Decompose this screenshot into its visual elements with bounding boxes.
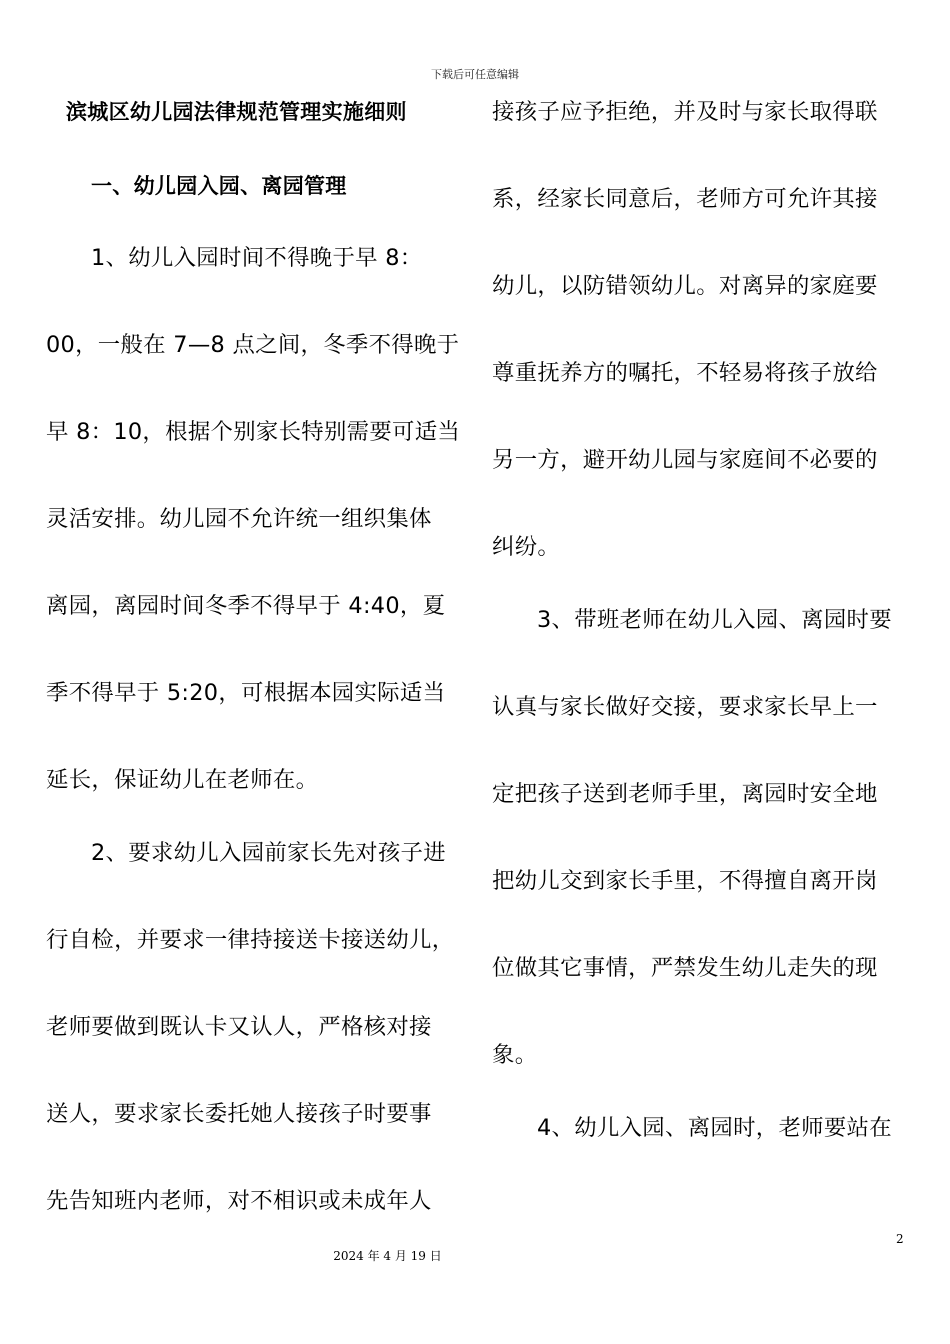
paragraph-line: 灵活安排。幼儿园不允许统一组织集体 xyxy=(46,506,432,532)
paragraph-line: 系，经家长同意后，老师方可允许其接 xyxy=(492,186,878,212)
paragraph-line: 幼儿，以防错领幼儿。对离异的家庭要 xyxy=(492,273,878,299)
header-note: 下载后可任意编辑 xyxy=(431,68,519,81)
paragraph-line: 延长，保证幼儿在老师在。 xyxy=(46,767,319,793)
paragraph-line: 定把孩子送到老师手里，离园时安全地 xyxy=(492,781,878,807)
paragraph-line: 4、幼儿入园、离园时，老师要站在 xyxy=(537,1115,892,1141)
paragraph-line: 认真与家长做好交接，要求家长早上一 xyxy=(492,694,878,720)
paragraph-line: 象。 xyxy=(492,1042,538,1068)
paragraph-line: 行自检，并要求一律持接送卡接送幼儿， xyxy=(46,927,455,953)
paragraph-line: 把幼儿交到家长手里，不得擅自离开岗 xyxy=(492,868,878,894)
paragraph-line: 位做其它事情，严禁发生幼儿走失的现 xyxy=(492,955,878,981)
paragraph-line: 纠纷。 xyxy=(492,534,561,560)
paragraph-line: 早 8：10，根据个别家长特别需要可适当 xyxy=(46,419,461,445)
paragraph-line: 3、带班老师在幼儿入园、离园时要 xyxy=(537,607,892,633)
paragraph-line: 1、幼儿入园时间不得晚于早 8： xyxy=(91,245,423,271)
paragraph-line: 另一方，避开幼儿园与家庭间不必要的 xyxy=(492,447,878,473)
paragraph-line: 接孩子应予拒绝，并及时与家长取得联 xyxy=(492,99,878,125)
paragraph-line: 00，一般在 7—8 点之间，冬季不得晚于 xyxy=(46,332,460,358)
paragraph-line: 老师要做到既认卡又认人，严格核对接 xyxy=(46,1014,432,1040)
footer-date: 2024 年 4 月 19 日 xyxy=(333,1249,442,1263)
paragraph-line: 送人，要求家长委托她人接孩子时要事 xyxy=(46,1101,432,1127)
paragraph-line: 先告知班内老师，对不相识或未成年人 xyxy=(46,1188,432,1214)
paragraph-line: 季不得早于 5:20，可根据本园实际适当 xyxy=(46,680,446,706)
section-heading: 一、幼儿园入园、离园管理 xyxy=(91,174,347,198)
paragraph-line: 尊重抚养方的嘱托，不轻易将孩子放给 xyxy=(492,360,878,386)
document-title: 滨城区幼儿园法律规范管理实施细则 xyxy=(66,100,407,124)
paragraph-line: 离园，离园时间冬季不得早于 4:40，夏 xyxy=(46,593,446,619)
page-number: 2 xyxy=(896,1232,904,1246)
paragraph-line: 2、要求幼儿入园前家长先对孩子进 xyxy=(91,840,446,866)
